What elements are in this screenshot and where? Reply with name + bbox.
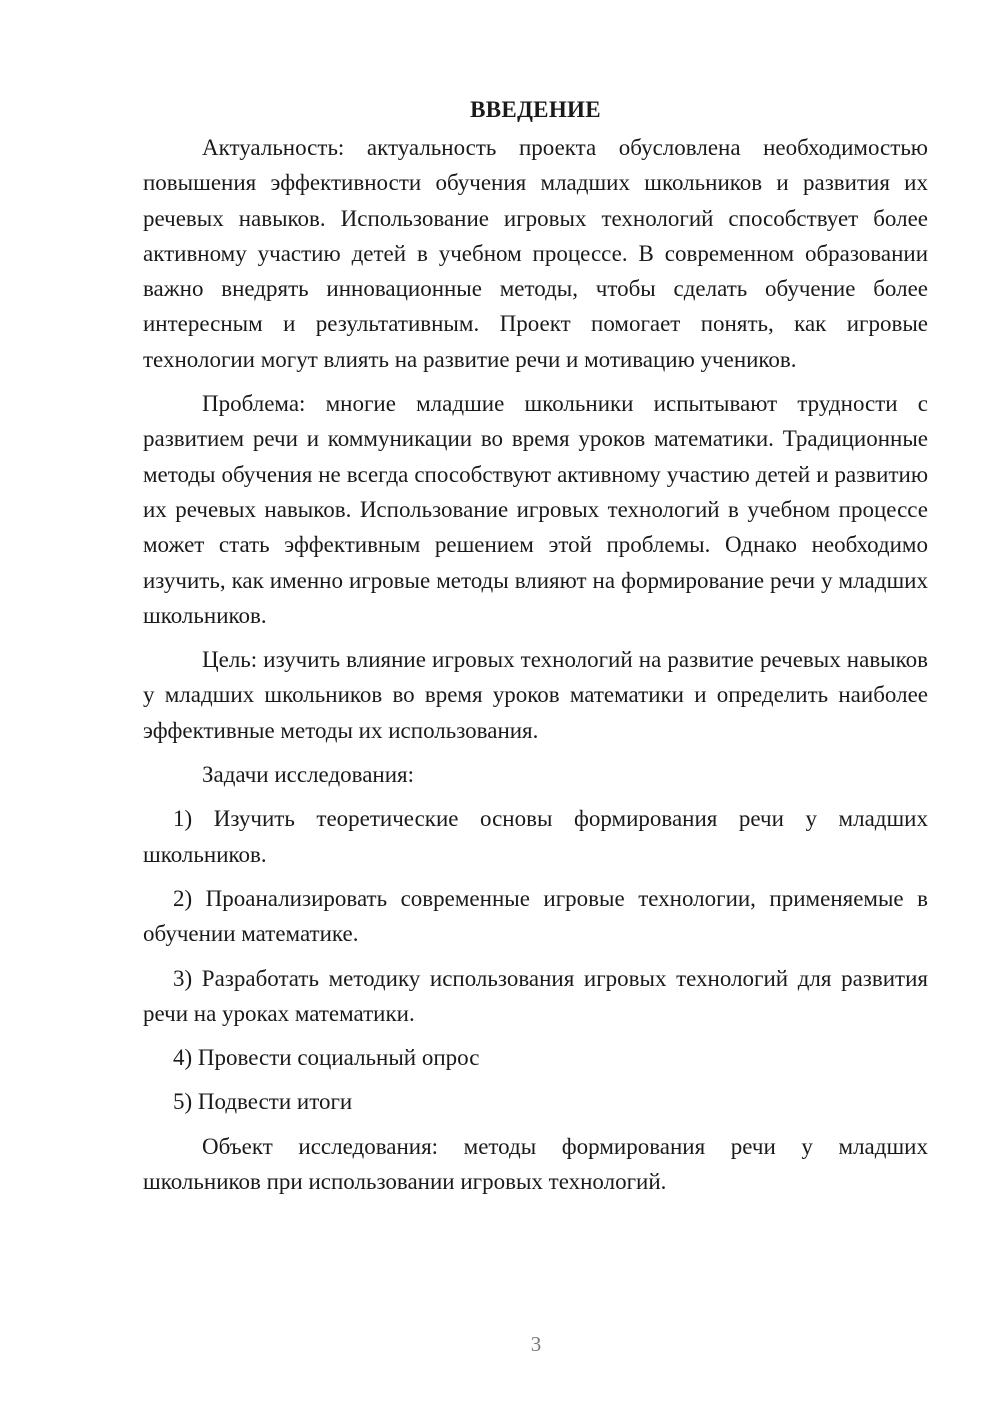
task-item-3: 3) Разработать методику использования игровых технологий для развития речи на уроках математики. [143,965,928,1026]
page-content [143,92,928,1208]
goal-paragraph: Цель: изучить влияние игровых технологий на развитие речевых навыков у младших школьников во время уроков математики и определить наиболее эффективные методы их использования. [143,647,928,743]
relevance-paragraph: Актуальность: актуальность проекта обусловлена необходимостью повышения эффективности обучения младших школьников и развития их речевых навыков. Использование игровых технологий способствует более активному участию детей в учебном процессе. В современном образовании важно внедрять инновационные методы, чтобы сделать обучение более интересным и результативным. Проект помогает понять, как игровые технологии могут влиять на развитие речи и мотивацию учеников. [143,135,928,372]
task-item-1: 1) Изучить теоретические основы формирования речи у младших школьников. [143,806,928,867]
page-title: ВВЕДЕНИЕ [470,97,601,122]
task-item-4: 4) Провести социальный опрос [173,1045,480,1071]
problem-paragraph: Проблема: многие младшие школьники испытывают трудности с развитием речи и коммуникации во время уроков математики. Традиционные методы обучения не всегда способствуют активному участию детей и развитию их речевых навыков. Использование игровых технологий в учебном процессе может стать эффективным решением этой проблемы. Однако необходимо изучить, как именно игровые методы влияют на формирование речи у младших школьников. [143,391,928,628]
task-item-2: 2) Проанализировать современные игровые технологии, применяемые в обучении математике. [143,885,928,947]
page-number: 3 [530,1332,542,1356]
tasks-heading: Задачи исследования: [202,762,415,788]
task-item-5: 5) Подвести итоги [173,1089,353,1115]
object-paragraph: Объект исследования: методы формирования речи у младших школьников при использовании игровых технологий. [143,1133,928,1195]
